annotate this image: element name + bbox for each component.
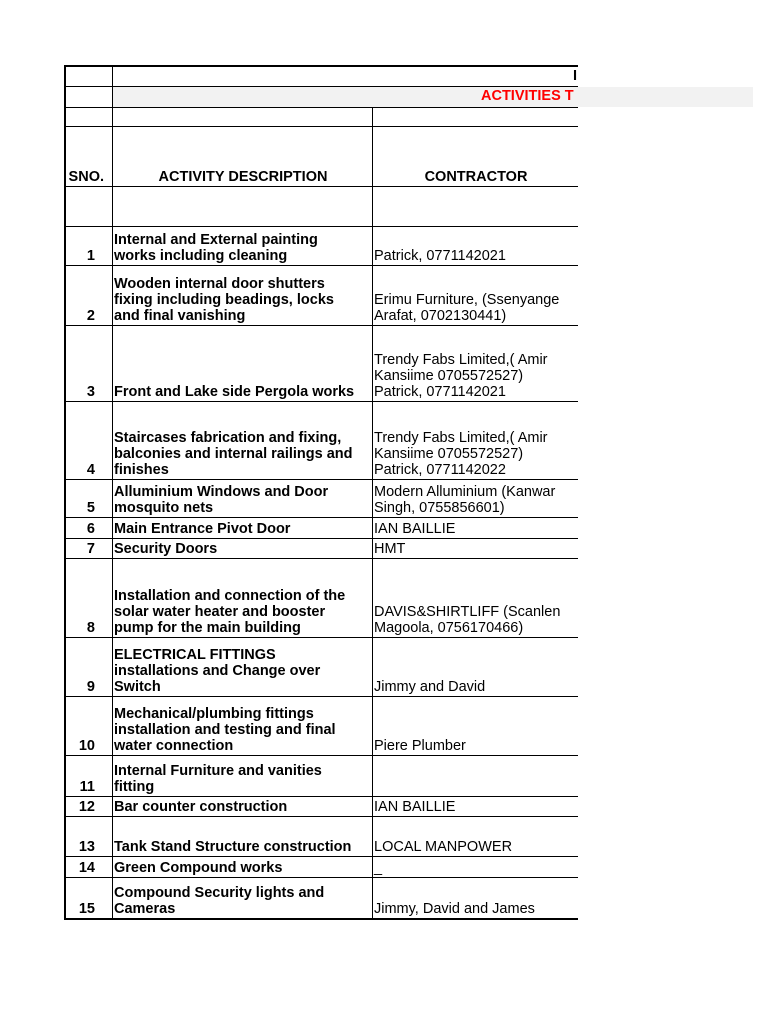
row-contractor: Modern Alluminium (Kanwar Singh, 0755856601) [374,484,556,516]
row-activity: Internal Furniture and vanities fitting [114,763,322,795]
header-contractor: CONTRACTOR [424,169,528,185]
row-activity: Installation and connection of the solar water heater and booster pump for the main building [114,588,346,636]
row-contractor: LOCAL MANPOWER [374,839,513,855]
grid-vline [64,65,66,918]
grid-hline [64,877,578,878]
grid-hline [64,325,578,326]
row-activity: Tank Stand Structure construction [114,839,352,855]
row-contractor: HMT [374,541,406,557]
row-sno: 13 [78,839,95,855]
row-activity: ELECTRICAL FITTINGS installations and Change over Switch [114,647,321,695]
grid-hline [64,918,578,920]
grid-hline [64,538,578,539]
subtitle-row-fill [113,87,753,107]
row-contractor: IAN BAILLIE [374,799,456,815]
row-activity: Mechanical/plumbing fittings installation and testing and final water connection [114,706,336,754]
row-contractor: IAN BAILLIE [374,521,456,537]
grid-hline [64,479,578,480]
grid-vline [372,107,373,918]
grid-hline [64,265,578,266]
row-contractor: Trendy Fabs Limited,( Amir Kansiime 0705572527) Patrick, 0771142021 [374,352,548,400]
header-activity: ACTIVITY DESCRIPTION [158,169,328,185]
grid-hline [64,637,578,638]
row-activity: Bar counter construction [114,799,288,815]
header-sno: SNO. [68,169,104,185]
row-contractor: Erimu Furniture, (Ssenyange Arafat, 0702130441) [374,292,560,324]
row-sno: 2 [86,308,95,324]
grid-vline [112,65,113,918]
row-sno: 8 [86,620,95,636]
grid-hline [64,856,578,857]
row-activity: Wooden internal door shutters fixing including beadings, locks and final vanishing [114,276,334,324]
grid-hline [64,696,578,697]
grid-hline [64,796,578,797]
row-sno: 3 [86,384,95,400]
grid-hline [64,755,578,756]
grid-hline [64,816,578,817]
row-contractor: Patrick, 0771142021 [374,248,506,264]
row-activity: Internal and External painting works including cleaning [114,232,318,264]
row-activity: Staircases fabrication and fixing, balconies and internal railings and finishes [114,430,353,478]
row-contractor: Piere Plumber [374,738,466,754]
row-contractor: DAVIS&SHIRTLIFF (Scanlen Magoola, 0756170466) [374,604,561,636]
row-sno: 5 [86,500,95,516]
grid-hline [64,186,578,187]
row-activity: Front and Lake side Pergola works [114,384,355,400]
grid-hline [64,126,578,127]
row-contractor: Jimmy and David [374,679,486,695]
row-sno: 15 [78,901,95,917]
row-contractor [373,755,578,796]
row-activity: Compound Security lights and Cameras [114,885,325,917]
grid-hline [64,107,578,108]
row-sno: 11 [79,779,95,795]
row-sno: 6 [86,521,95,537]
row-activity: Alluminium Windows and Door mosquito nets [114,484,329,516]
row-sno: 12 [78,799,95,815]
row-contractor: Jimmy, David and James [374,901,535,917]
row-sno: 4 [86,462,95,478]
row-contractor: _ [374,860,383,876]
sheet-title: I [573,68,578,84]
row-sno: 9 [86,679,95,695]
row-sno: 10 [78,738,95,754]
row-activity: Main Entrance Pivot Door [114,521,291,537]
row-contractor: Trendy Fabs Limited,( Amir Kansiime 0705572527) Patrick, 0771142022 [374,430,548,478]
row-activity: Green Compound works [114,860,283,876]
row-sno: 7 [86,541,95,557]
row-sno: 14 [78,860,95,876]
row-sno: 1 [86,248,95,264]
sheet-subtitle: ACTIVITIES T [481,88,574,104]
grid-hline [64,517,578,518]
row-activity: Security Doors [114,541,218,557]
grid-hline [64,401,578,402]
grid-hline [64,558,578,559]
grid-hline [64,226,578,227]
grid-hline [64,86,578,87]
grid-hline [64,65,578,67]
